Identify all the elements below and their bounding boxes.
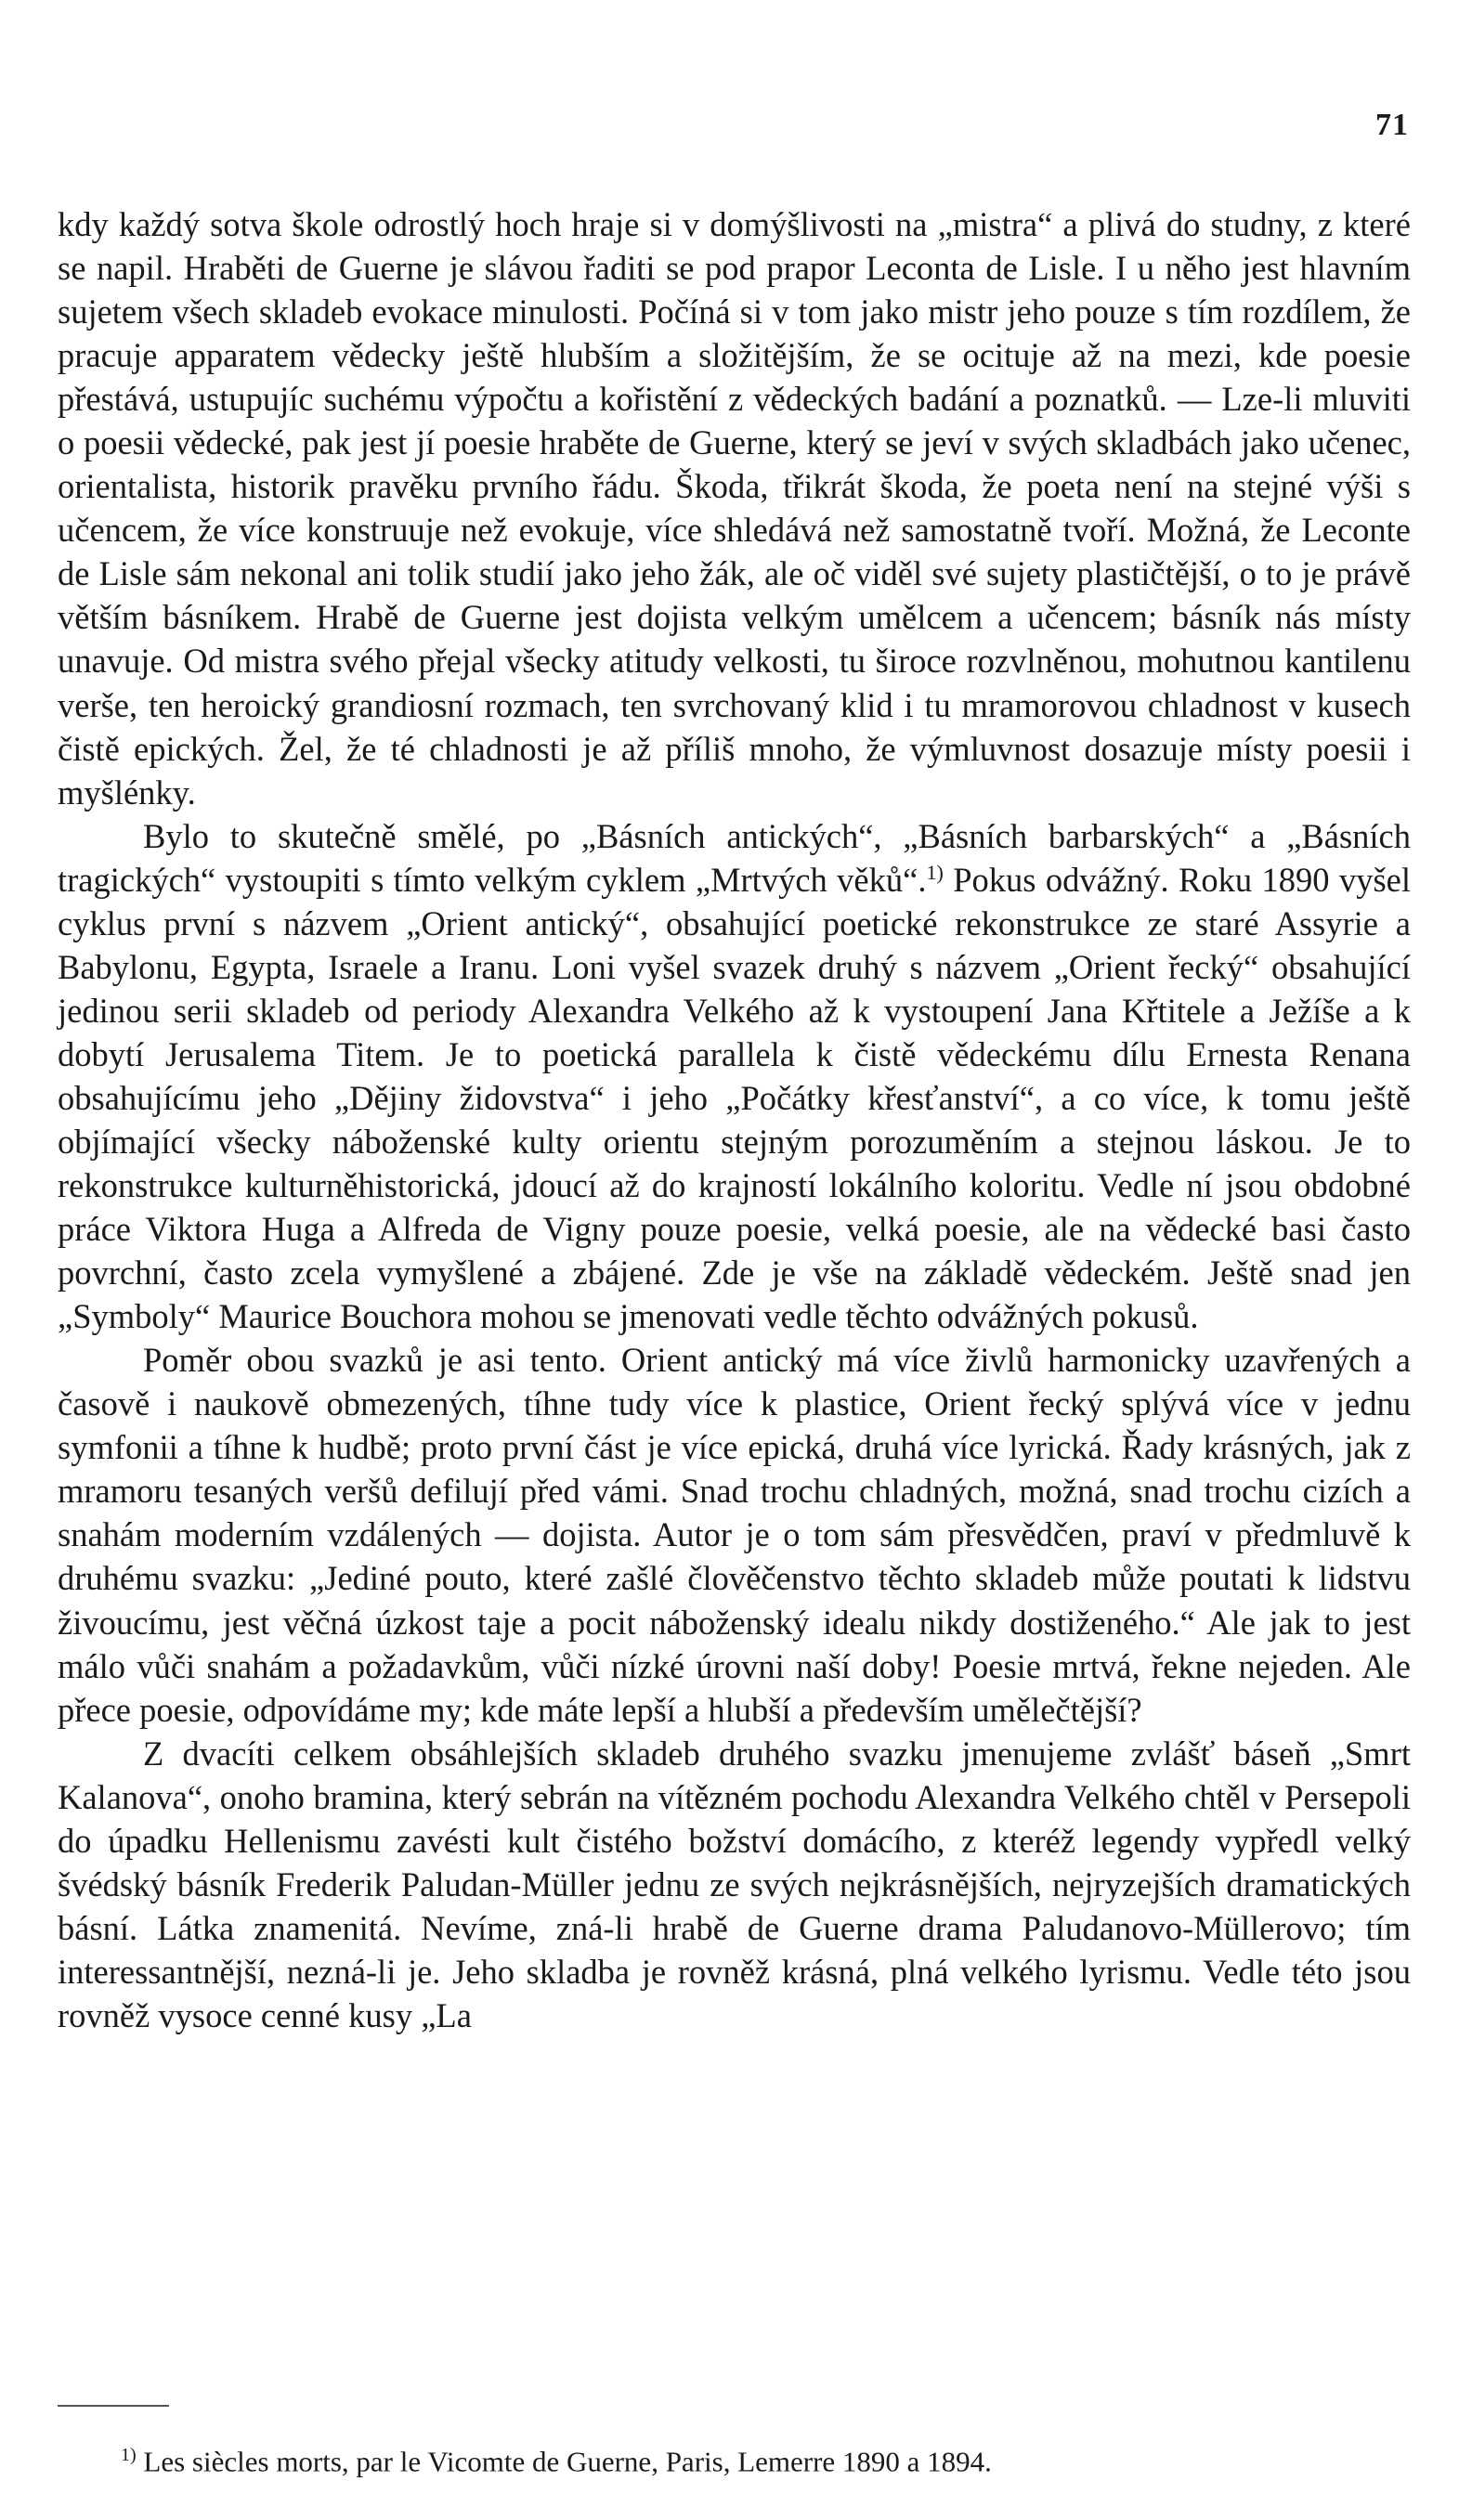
- paragraph-2-text: Bylo to skutečně smělé, po „Básních antických“, „Básních barbarských“ a „Básních tragických“ vystoupiti s tímto velkým cyklem „Mrtvých věků“.: [58, 816, 1411, 899]
- paragraph-1: kdy každý sotva škole odrostlý hoch hraje si v domýšlivosti na „mistra“ a plivá do studny, z které se napil. Hraběti de Guerne je slávou řaditi se pod prapor Leconta de Lisle. I u něho jest hlavním sujetem všech skladeb evokace minulosti. Počíná si v tom jako mistr jeho pouze s tím rozdílem, že pracuje apparatem vědecky ještě hlubším a složitějším, že se ocituje až na mezi, kde poesie přestává, ustupujíc suchému výpočtu a kořistění z vědeckých badání a poznatků. — Lze-li mluviti o poesii vědecké, pak jest jí poesie hraběte de Guerne, který se jeví v svých skladbách jako učenec, orientalista, historik pravěku prvního řádu. Škoda, třikrát škoda, že poeta není na stejné výši s učencem, že více konstruuje než evokuje, více shledává než samostatně tvoří. Možná, že Leconte de Lisle sám nekonal ani tolik studií jako jeho žák, ale oč viděl své sujety plastičtější, o to je právě větším básníkem. Hrabě de Guerne jest dojista velkým umělcem a učencem; básník nás místy unavuje. Od mistra svého přejal všecky atitudy velkosti, tu široce rozvlněnou, mohutnou kantilenu verše, ten heroický grandiosní rozmach, ten svrchovaný klid i tu mramorovou chladnost v kusech čistě epických. Žel, že té chladnosti je až příliš mnoho, že výmluvnost dosazuje místy poesii i myšlénky.: [58, 205, 1411, 812]
- paragraph-4: Z dvacíti celkem obsáhlejších skladeb druhého svazku jmenujeme zvlášť báseň „Smrt Kalanova“, onoho bramina, který sebrán na vítězném pochodu Alexandra Velkého chtěl v Persepoli do úpadku Hellenismu zavésti kult čistého božství domácího, z kteréž legendy vypředl velký švédský básník Frederik Paludan-Müller jednu ze svých nejkrásnějších, nejryzejších dramatických básní. Látka znamenitá. Nevíme, zná-li hrabě de Guerne drama Paludanovo-Müllerovo; tím interessantnější, nezná-li je. Jeho skladba je rovněž krásná, plná velkého lyrismu. Vedle této jsou rovněž vysoce cenné kusy „La: [58, 1734, 1411, 2034]
- page-number: 71: [1375, 108, 1409, 142]
- footnote: [121, 2436, 1411, 2480]
- paragraph-2: [58, 814, 1411, 1339]
- paragraph-3: Poměr obou svazků je asi tento. Orient antický má více živlů harmonicky uzavřených a časově i naukově obmezených, tíhne tudy více k plastice, Orient řecký splývá více v jednu symfonii a tíhne k hudbě; proto první část je více epická, druhá více lyrická. Řady krásných, jak z mramoru tesaných veršů defilují před vámi. Snad trochu chladných, možná, snad trochu cizích a snahám moderním vzdálených — dojista. Autor je o tom sám přesvědčen, praví v předmluvě k druhému svazku: „Jediné pouto, které zašlé člověčenstvo těchto skladeb může poutati k lidstvu živoucímu, jest věčná úzkost taje a pocit náboženský idealu nikdy dostiženého.“ Ale jak to jest málo vůči snahám a požadavkům, vůči nízké úrovni naší doby! Poesie mrtvá, řekne nejeden. Ale přece poesie, odpovídáme my; kde máte lepší a hlubší a především umělečtější?: [58, 1341, 1411, 1729]
- body-text: [58, 202, 1411, 2037]
- footnote-mark: 1): [121, 2445, 137, 2465]
- footnote-reference: 1): [926, 860, 944, 884]
- paragraph-2-text-continued: Pokus odvážný. Roku 1890 vyšel cyklus první s názvem „Orient antický“, obsahující poetické rekonstrukce ze staré Assyrie a Babylonu, Egypta, Israele a Iranu. Loni vyšel svazek druhý s názvem „Orient řecký“ obsahující jedinou serii skladeb od periody Alexandra Velkého až k vystoupení Jana Křtitele a Ježíše a k dobytí Jerusalema Titem. Je to poetická parallela k čistě vědeckému dílu Ernesta Renana obsahujícímu jeho „Dějiny židovstva“ i jeho „Počátky křesťanství“, a co více, k tomu ještě objímající všecky náboženské kulty orientu stejným porozuměním a stejnou láskou. Je to rekonstrukce kulturněhistorická, jdoucí až do krajností lokálního koloritu. Vedle ní jsou obdobné práce Viktora Huga a Alfreda de Vigny pouze poesie, velká poesie, ale na vědecké basi často povrchní, často zcela vymyšlené a zbájené. Zde je vše na základě vědeckém. Ještě snad jen „Symboly“ Maurice Bouchora mohou se jmenovati vedle těchto odvážných pokusů.: [58, 860, 1411, 1336]
- footnote-text: Les siècles morts, par le Vicomte de Guerne, Paris, Lemerre 1890 a 1894.: [143, 2445, 992, 2478]
- footnote-divider: [58, 2405, 169, 2407]
